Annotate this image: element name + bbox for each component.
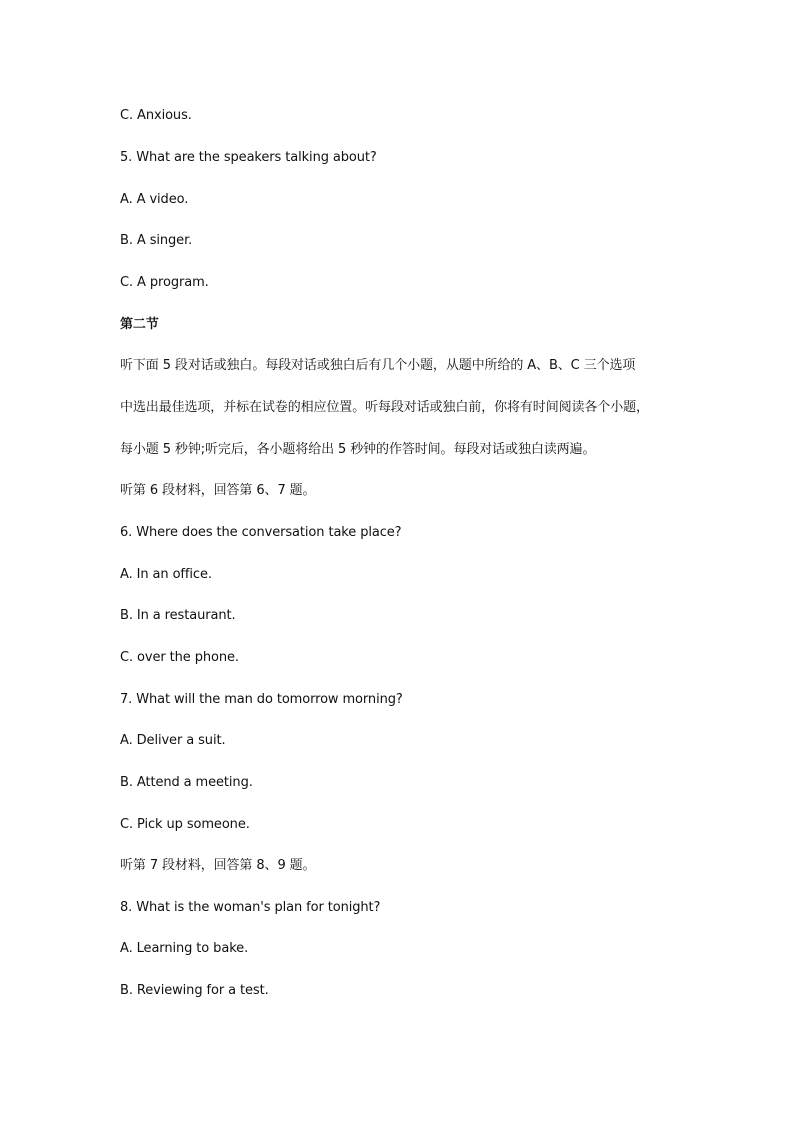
section-heading: 第二节: [120, 317, 159, 332]
option-c-q6: C. over the phone.: [120, 650, 239, 665]
option-c-q5: C. A program.: [120, 275, 209, 290]
option-a-q8: A. Learning to bake.: [120, 941, 249, 956]
instructions-line-3: 每小题 5 秒钟;听完后，各小题将给出 5 秒钟的作答时间。每段对话或独白读两遍。: [120, 442, 596, 457]
question-8: 8. What is the woman's plan for tonight?: [120, 900, 381, 915]
option-b-q8: B. Reviewing for a test.: [120, 983, 269, 998]
material-7-intro: 听第 7 段材料，回答第 8、9 题。: [120, 858, 316, 873]
option-b-q5: B. A singer.: [120, 233, 193, 248]
option-b-q6: B. In a restaurant.: [120, 608, 236, 623]
option-c-q4: C. Anxious.: [120, 108, 192, 123]
option-c-q7: C. Pick up someone.: [120, 817, 250, 832]
instructions-line-2: 中选出最佳选项，并标在试卷的相应位置。听每段对话或独白前，你将有时间阅读各个小题，: [120, 400, 649, 415]
instructions-line-1: 听下面 5 段对话或独白。每段对话或独白后有几个小题，从题中所给的 A、B、C 三个选项: [120, 358, 636, 373]
option-a-q6: A. In an office.: [120, 567, 212, 582]
option-b-q7: B. Attend a meeting.: [120, 775, 253, 790]
question-5: 5. What are the speakers talking about?: [120, 150, 377, 165]
option-a-q7: A. Deliver a suit.: [120, 733, 226, 748]
question-7: 7. What will the man do tomorrow morning?: [120, 692, 403, 707]
question-6: 6. Where does the conversation take place?: [120, 525, 402, 540]
option-a-q5: A. A video.: [120, 192, 189, 207]
material-6-intro: 听第 6 段材料，回答第 6、7 题。: [120, 483, 316, 498]
